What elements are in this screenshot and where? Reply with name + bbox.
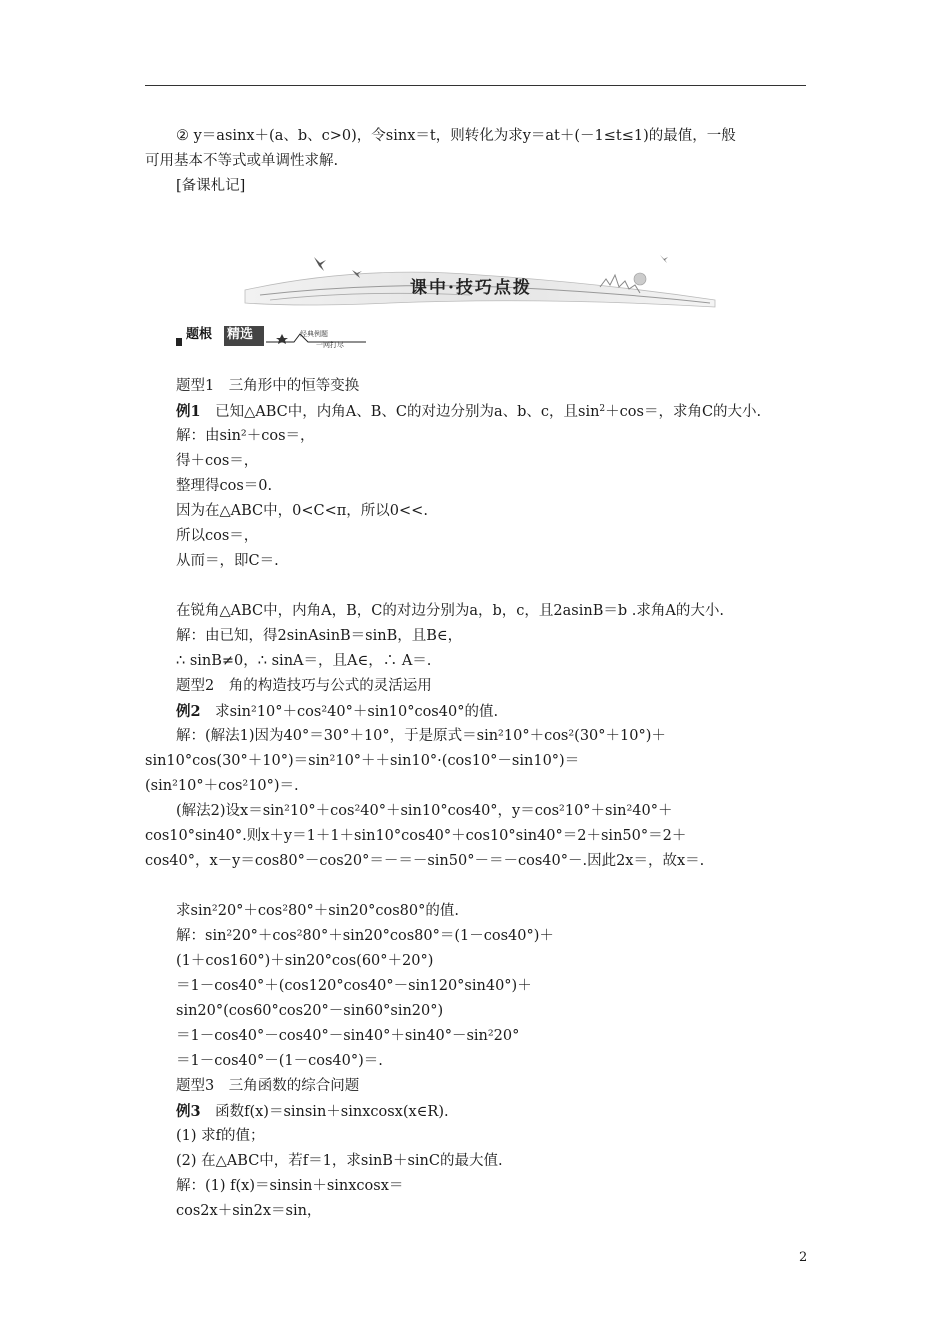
text-line: ＝1－cos40°－cos40°－sin40°＋sin40°－sin²20°	[176, 1028, 520, 1044]
page-number: 2	[799, 1250, 808, 1265]
text-line: 解：(1) f(x)＝sinsin＋sinxcosx＝	[176, 1178, 404, 1194]
text-line: 从而＝，即C＝.	[176, 553, 279, 569]
text-line: ② y＝asinx＋(a、b、c>0)，令sinx＝t，则转化为求y＝at＋(－1≤t≤1)的最值，一般	[176, 128, 736, 144]
bird-icon	[314, 257, 326, 271]
section-tag-sub: 经典例题	[300, 330, 328, 338]
text-line: cos2x＋sin2x＝sin，	[176, 1203, 322, 1219]
text-line: ∴ sinB≠0，∴ sinA＝，且A∈，∴ A＝.	[176, 653, 432, 669]
example-line: 例2 求sin²10°＋cos²40°＋sin10°cos40°的值.	[176, 703, 499, 720]
banner-title: 课中·技巧点拨	[410, 278, 532, 298]
section-heading: 题型3 三角函数的综合问题	[176, 1078, 360, 1094]
section-tag-label: 精选	[227, 327, 254, 342]
text-line: 在锐角△ABC中，内角A，B，C的对边分别为a，b，c，且2asinB＝b .求角A的大小.	[176, 603, 724, 619]
section-heading: 题型1 三角形中的恒等变换	[176, 378, 360, 394]
section-tag-sub: 一网打尽	[316, 341, 344, 349]
text-line: 求sin²20°＋cos²80°＋sin20°cos80°的值.	[176, 903, 459, 919]
section-tag-label: 题根	[186, 327, 213, 342]
text-line: (sin²10°＋cos²10°)＝.	[145, 778, 299, 794]
text-line: 解：(解法1)因为40°＝30°＋10°，于是原式＝sin²10°＋cos²(30°＋10°)＋	[176, 728, 666, 744]
text-line: ＝1－cos40°＋(cos120°cos40°－sin120°sin40°)＋	[176, 978, 532, 994]
text-line: 所以cos＝，	[176, 528, 259, 544]
text-line: cos40°，x－y＝cos80°－cos20°＝－＝－sin50°－＝－cos40°－.因此2x＝，故x＝.	[145, 853, 705, 869]
example-label: 例1	[176, 403, 201, 420]
example-label: 例3	[176, 1103, 201, 1120]
header-rule	[145, 85, 806, 86]
text-line: sin10°cos(30°＋10°)＝sin²10°＋＋sin10°·(cos10°－sin10°)＝	[145, 753, 580, 769]
example-line: 例3 函数f(x)＝sinsin＋sinxcosx(x∈R).	[176, 1103, 449, 1120]
text-line: 解：sin²20°＋cos²80°＋sin20°cos80°＝(1－cos40°)＋	[176, 928, 554, 944]
text-line: sin20°(cos60°cos20°－sin60°sin20°)	[176, 1003, 444, 1019]
text-line: [备课札记]	[176, 178, 246, 194]
text-line: (2) 在△ABC中，若f＝1，求sinB＋sinC的最大值.	[176, 1153, 503, 1169]
text-line: 解：由已知，得2sinAsinB＝sinB，且B∈，	[176, 628, 463, 644]
text-line: 因为在△ABC中，0<C<π，所以0<<.	[176, 503, 428, 519]
section-heading: 题型2 角的构造技巧与公式的灵活运用	[176, 678, 432, 694]
text-line: ＝1－cos40°－(1－cos40°)＝.	[176, 1053, 383, 1069]
example-line: 例1 已知△ABC中，内角A、B、C的对边分别为a、b、c，且$\sin^2+\cos=$，求角C的大小.	[176, 403, 762, 420]
text-line: 得＋cos＝，	[176, 453, 259, 469]
text-line: 可用基本不等式或单调性求解.	[145, 153, 339, 169]
bird-icon	[660, 255, 668, 263]
text-line: 解：由sin²＋cos＝，	[176, 428, 315, 444]
example-label: 例2	[176, 703, 201, 720]
text-line: 整理得cos＝0.	[176, 478, 273, 494]
text-line: (解法2)设x＝sin²10°＋cos²40°＋sin10°cos40°，y＝cos²10°＋sin²40°＋	[176, 803, 673, 819]
text-line: cos10°sin40°.则x＋y＝1＋1＋sin10°cos40°＋cos10°sin40°＝2＋sin50°＝2＋	[145, 828, 687, 844]
text-line: (1＋cos160°)＋sin20°cos(60°＋20°)	[176, 953, 434, 969]
text-line: (1) 求f的值；	[176, 1128, 265, 1144]
